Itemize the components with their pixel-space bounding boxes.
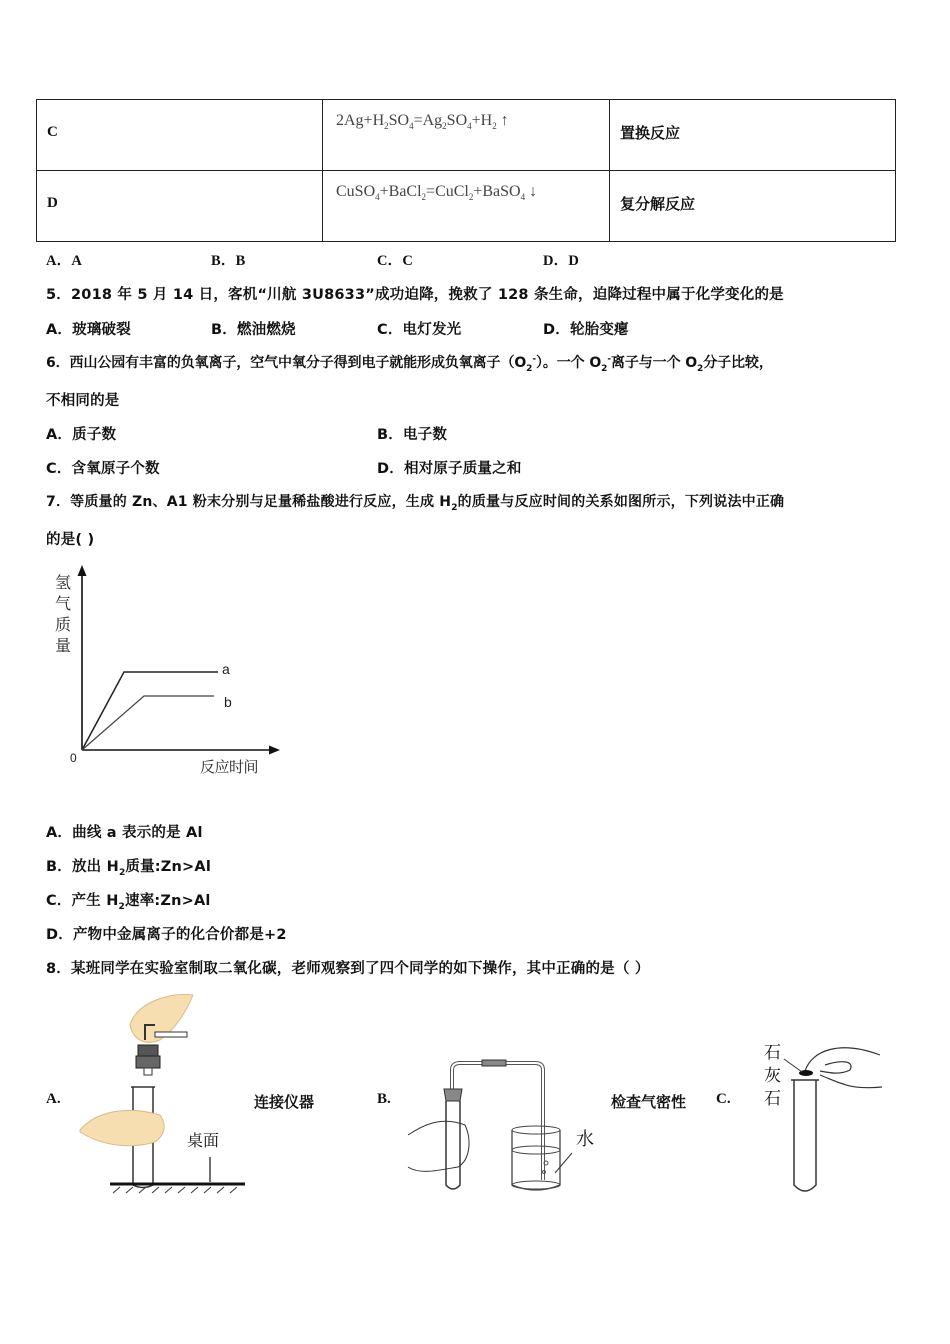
test-tube-icon xyxy=(794,1080,816,1191)
q4-option-b[interactable]: B．B xyxy=(211,253,246,269)
q7-option-c[interactable]: C．产生 $H_2$速率:Zn>Al xyxy=(46,893,211,912)
connect-apparatus-figure xyxy=(75,990,255,1200)
q6-option-b[interactable]: B．电子数 xyxy=(377,427,448,443)
y-axis-arrow-icon xyxy=(78,565,87,576)
limestone-label: 石 灰 石 xyxy=(764,1043,781,1109)
series-a-label: a xyxy=(222,661,230,677)
reaction-type: 复分解反应 xyxy=(620,195,696,213)
equation: $2Ag+H_2SO_4=Ag_2SO_4+H_2$ ↑ xyxy=(336,112,509,132)
equation: CuSO$_4$+BaCl$_2$=CuCl$_2$+BaSO$_4$ ↓ xyxy=(336,183,538,203)
reaction-type: 置换反应 xyxy=(620,124,681,142)
x-axis-label: 反应时间 xyxy=(200,758,259,776)
q4-option-d[interactable]: D．D xyxy=(543,253,580,269)
q5-option-a[interactable]: A．玻璃破裂 xyxy=(46,322,131,338)
q6-stem: 6．西山公园有丰富的负氧离子，空气中氧分子得到电子就能形成负氧离子$(O_2^-)$。一个 $O_2^-$离子与一个 $O_2$分子比较， xyxy=(46,354,773,374)
series-b-line xyxy=(82,696,214,750)
q6-option-d[interactable]: D．相对原子质量之和 xyxy=(377,461,522,477)
series-a-line xyxy=(82,672,218,750)
q7-option-b[interactable]: B．放出 $H_2$质量:Zn>Al xyxy=(46,859,211,878)
origin-label: 0 xyxy=(70,751,77,765)
row-label: C xyxy=(47,124,58,140)
q4-option-c[interactable]: C．C xyxy=(377,253,414,269)
test-tube-icon xyxy=(446,1101,460,1189)
q8-stem: 8．某班同学在实验室制取二氧化碳，老师观察到了四个同学的如下操作，其中正确的是（ ） xyxy=(46,961,650,977)
q8-option-b-caption: 检查气密性 xyxy=(611,1093,687,1111)
q4-option-a[interactable]: A．A xyxy=(46,253,83,269)
row-label: D xyxy=(47,195,58,211)
q7-stem-line2: 的是( ) xyxy=(46,532,95,548)
hydrogen-mass-chart xyxy=(40,560,290,790)
q5-option-d[interactable]: D．轮胎变瘪 xyxy=(543,322,629,338)
reaction-table xyxy=(36,99,896,242)
q5-stem: 5．2018 年 5 月 14 日，客机“川航 3U8633”成功迫降，挽救了 128 条生命，迫降过程中属于化学变化的是 xyxy=(46,287,784,303)
q7-stem: 7．等质量的 Zn、A1 粉末分别与足量稀盐酸进行反应，生成 $H_2$的质量与反应时间的关系如图所示，下列说法中正确 xyxy=(46,494,785,513)
hand-icon xyxy=(80,1110,164,1145)
q5-option-b[interactable]: B．燃油燃烧 xyxy=(211,322,296,338)
table-row xyxy=(37,100,896,171)
q8-option-a-letter[interactable]: A. xyxy=(46,1091,61,1107)
q6-stem-line2: 不相同的是 xyxy=(46,393,120,409)
q7-option-a[interactable]: A．曲线 a 表示的是 Al xyxy=(46,825,203,841)
q5-option-c[interactable]: C．电灯发光 xyxy=(377,322,462,338)
q8-option-b-letter[interactable]: B. xyxy=(377,1091,391,1107)
q6-option-a[interactable]: A．质子数 xyxy=(46,427,117,443)
desk-surface-label: 桌面 xyxy=(187,1131,220,1150)
q8-option-a-caption: 连接仪器 xyxy=(254,1093,315,1111)
y-axis-label: 氢气质量 xyxy=(54,573,71,655)
series-b-label: b xyxy=(224,694,232,710)
q7-option-d[interactable]: D．产物中金属离子的化合价都是+2 xyxy=(46,927,287,943)
q6-option-c[interactable]: C．含氧原子个数 xyxy=(46,461,160,477)
airtightness-check-figure xyxy=(400,1055,600,1195)
table-row xyxy=(37,171,896,242)
x-axis-arrow-icon xyxy=(269,746,280,755)
q8-option-c-letter[interactable]: C. xyxy=(716,1091,731,1107)
water-label: 水 xyxy=(576,1129,594,1150)
